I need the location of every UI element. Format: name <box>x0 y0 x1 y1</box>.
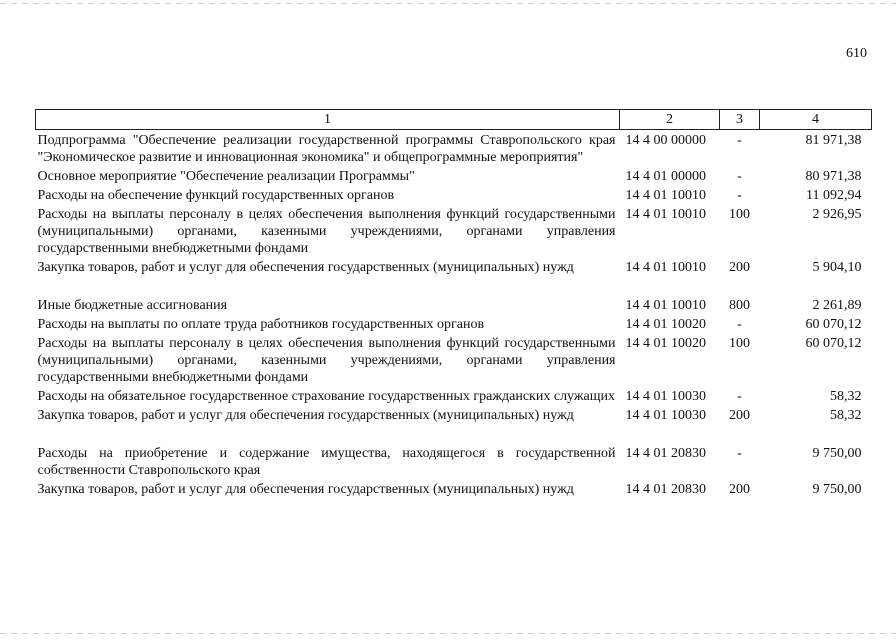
table-row <box>36 333 872 386</box>
row-name: Расходы на приобретение и содержание имущества, находящегося в государственной собственности Ставропольского края <box>37 446 616 478</box>
table-row <box>36 314 872 333</box>
row-name: Закупка товаров, работ и услуг для обеспечения государственных (муниципальных) нужд <box>37 260 574 275</box>
row-sum: 60 070,12 <box>805 336 862 351</box>
row-code: 14 4 00 00000 <box>625 133 706 148</box>
column-header-sum: 4 <box>760 110 872 130</box>
column-header-type: 3 <box>720 110 760 130</box>
row-name: Расходы на выплаты по оплате труда работников государственных органов <box>37 317 485 332</box>
row-sum: 9 750,00 <box>812 482 862 497</box>
row-code: 14 4 01 10010 <box>625 298 706 313</box>
row-name: Расходы на обязательное государственное страхование государственных гражданских служащих <box>37 389 616 404</box>
row-name: Закупка товаров, работ и услуг для обеспечения государственных (муниципальных) нужд <box>37 408 574 423</box>
row-code: 14 4 01 10010 <box>625 260 706 275</box>
row-sum: 80 971,38 <box>805 169 862 184</box>
scan-top-edge <box>0 3 896 4</box>
row-name: Расходы на выплаты персоналу в целях обеспечения выполнения функций государственными (муниципальными) органами, казенными учреждениями, органами управления государственными внебюджетными фондами <box>37 207 616 256</box>
row-type: 100 <box>729 207 750 222</box>
row-sum: 2 926,95 <box>812 207 862 222</box>
row-code: 14 4 01 10020 <box>625 317 706 332</box>
row-name: Расходы на обеспечение функций государственных органов <box>37 188 395 203</box>
row-name: Закупка товаров, работ и услуг для обеспечения государственных (муниципальных) нужд <box>37 482 574 497</box>
table-row <box>36 479 872 498</box>
column-header-name: 1 <box>36 110 620 130</box>
row-sum: 58,32 <box>830 389 862 404</box>
row-code: 14 4 01 20830 <box>625 482 706 497</box>
row-sum: 58,32 <box>830 408 862 423</box>
table-row <box>36 405 872 443</box>
row-type: 800 <box>729 298 750 313</box>
row-sum: 2 261,89 <box>812 298 862 313</box>
row-type: 200 <box>729 260 750 275</box>
row-sum: 60 070,12 <box>805 317 862 332</box>
row-code: 14 4 01 10010 <box>625 188 706 203</box>
column-header-code: 2 <box>620 110 720 130</box>
row-type: 100 <box>729 336 750 351</box>
table-header-row <box>36 110 872 130</box>
table-row <box>36 295 872 314</box>
row-name: Иные бюджетные ассигнования <box>37 298 228 313</box>
row-type: - <box>737 188 742 203</box>
row-name: Основное мероприятие "Обеспечение реализации Программы" <box>37 169 415 184</box>
page-number: 610 <box>846 46 867 61</box>
table-row <box>36 204 872 257</box>
row-type: - <box>737 389 742 404</box>
row-name: Расходы на выплаты персоналу в целях обеспечения выполнения функций государственными (муниципальными) органами, казенными учреждениями, органами управления государственными внебюджетными фондами <box>37 336 616 385</box>
row-type: - <box>737 446 742 461</box>
row-type: - <box>737 169 742 184</box>
row-code: 14 4 01 10030 <box>625 408 706 423</box>
row-name: Подпрограмма "Обеспечение реализации государственной программы Ставропольского края "Экономическое развитие и инновационная экономика" и общепрограммные мероприятия" <box>37 133 616 165</box>
row-code: 14 4 01 10030 <box>625 389 706 404</box>
row-sum: 9 750,00 <box>812 446 862 461</box>
table-row <box>36 166 872 185</box>
budget-table <box>35 109 872 498</box>
row-code: 14 4 01 10010 <box>625 207 706 222</box>
row-sum: 81 971,38 <box>805 133 862 148</box>
table-row <box>36 386 872 405</box>
row-sum: 11 092,94 <box>806 188 862 203</box>
table-row <box>36 443 872 479</box>
table-row <box>36 185 872 204</box>
row-type: - <box>737 317 742 332</box>
row-type: - <box>737 133 742 148</box>
row-code: 14 4 01 20830 <box>625 446 706 461</box>
scan-bottom-edge <box>0 633 896 634</box>
row-type: 200 <box>729 482 750 497</box>
row-type: 200 <box>729 408 750 423</box>
row-code: 14 4 01 00000 <box>625 169 706 184</box>
row-sum: 5 904,10 <box>812 260 862 275</box>
table-row <box>36 130 872 167</box>
row-code: 14 4 01 10020 <box>625 336 706 351</box>
table-row <box>36 257 872 295</box>
